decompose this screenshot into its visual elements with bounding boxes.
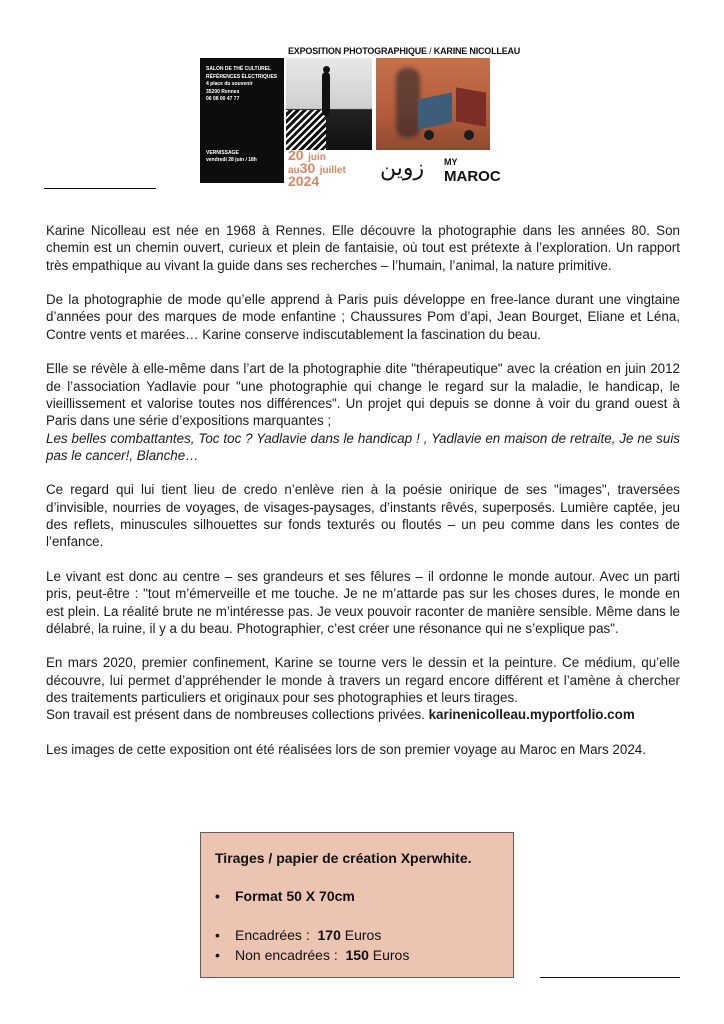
date-end-day: 30 bbox=[299, 160, 316, 176]
date-start-day: 20 bbox=[288, 147, 304, 163]
biography-text bbox=[46, 222, 680, 776]
vernissage-date: vendredi 28 juin / 18h bbox=[206, 157, 257, 163]
price-framed bbox=[215, 927, 381, 943]
paragraph bbox=[46, 654, 680, 723]
venue-line: RÉFÉRENCES ÉLECTRIQUES bbox=[206, 73, 278, 80]
photo-carts-wheel bbox=[424, 130, 434, 140]
banner-title bbox=[288, 46, 520, 56]
logo-my: MY bbox=[444, 157, 458, 167]
venue-info-box bbox=[200, 58, 284, 183]
format-text: Format 50 X 70cm bbox=[235, 888, 355, 904]
paragraph bbox=[46, 360, 680, 464]
price-currency: Euros bbox=[372, 947, 410, 963]
venue-lines bbox=[206, 66, 277, 104]
date-prefix: au bbox=[288, 165, 300, 176]
photo-dancer bbox=[286, 58, 372, 150]
photo-carts-blurred-person bbox=[396, 68, 420, 138]
banner-title-artist: KARINE NICOLLEAU bbox=[433, 46, 521, 56]
price-framed-value: 170 bbox=[317, 927, 341, 943]
paragraph-text: Elle se révèle à elle-même dans l’art de la photographie dite "thérapeutique" avec la création en juin 2012 de l’association Yadlavie pour "une photographie qui change le regard sur la maladie, le handicap, le vieillissement et valorise toutes nos différences". Un projet qui depuis se donne à voir du grand ouest à Paris dans une série d’expositions marquantes ; bbox=[46, 361, 680, 429]
bullet: • bbox=[215, 927, 220, 943]
price-unframed-label: Non encadrées : bbox=[235, 947, 338, 963]
paragraph: Le vivant est donc au centre – ses grandeurs et ses fêlures – il ordonne le monde autour. Avec un parti pris, peut-être : "tout m’émerveille et me touche. Je ne m’attarde pas sur les choses dures, le monde en est plein. La réalité brute ne m’intéresse pas. Je veux pouvoir raconter de manière sensible. Même dans le délabré, la ruine, il y a du beau. Photographier, c’est créer une résonance qui ne s’explique pas". bbox=[46, 568, 680, 636]
paragraph: Les images de cette exposition ont été réalisées lors de son premier voyage au Maroc en Mars 2024. bbox=[46, 741, 646, 757]
date-year: 2024 bbox=[288, 173, 320, 189]
exhibitions-list: Les belles combattantes, Toc toc ? Yadlavie dans le handicap ! , Yadlavie en maison de retraite, Je ne suis pas le cancer!, Blanche… bbox=[46, 430, 680, 463]
format-line bbox=[215, 888, 355, 904]
venue-line: 35200 Rennes bbox=[206, 88, 240, 95]
bullet: • bbox=[215, 947, 220, 963]
photo-dancer-stripes bbox=[286, 110, 326, 150]
photo-dancer-figure bbox=[322, 72, 330, 116]
paragraph-text: En mars 2020, premier confinement, Karine se tourne vers le dessin et la peinture. Ce médium, qu’elle découvre, lui permet d’appréhender le monde à travers un regard encore différent et l’amène à chercher des traitements particuliers et originaux pour ses photographies et leurs tirages. bbox=[46, 655, 680, 706]
price-currency: Euros bbox=[344, 927, 382, 943]
price-box bbox=[200, 832, 514, 978]
venue-line: 06 08 00 47 77 bbox=[206, 96, 240, 102]
photo-carts-wheel bbox=[464, 130, 474, 140]
arabic-logo: زوين bbox=[380, 156, 425, 181]
venue-line: 4 place du souvenir bbox=[206, 81, 253, 87]
photo-carts-blue-cart bbox=[418, 92, 452, 129]
exhibition-dates bbox=[288, 147, 346, 189]
divider-top bbox=[44, 188, 156, 189]
venue-line: SALON DE THÉ CULTUREL bbox=[206, 66, 272, 72]
date-start-month: juin bbox=[308, 152, 326, 163]
bullet: • bbox=[215, 888, 220, 904]
portfolio-link[interactable]: karinenicolleau.myportfolio.com bbox=[428, 707, 635, 723]
price-framed-label: Encadrées : bbox=[235, 927, 310, 943]
logo-maroc: MAROC bbox=[444, 168, 501, 185]
divider-bottom bbox=[540, 977, 680, 978]
prints-title: Tirages / papier de création Xperwhite. bbox=[215, 850, 472, 866]
photo-carts-red-cart bbox=[456, 87, 486, 126]
photo-carts bbox=[376, 58, 490, 150]
exhibition-banner bbox=[200, 44, 521, 194]
price-unframed bbox=[215, 947, 409, 963]
paragraph: De la photographie de mode qu’elle apprend à Paris puis développe en free-lance durant une vingtaine d’années pour des marques de mode enfantine ; Chaussures Pom d’api, Jean Bourget, Eliane et Léna, Contre vents et marées… Karine conserve indiscutablement la fascination du beau. bbox=[46, 292, 680, 342]
banner-title-separator: / bbox=[429, 46, 432, 56]
paragraph: Ce regard qui lui tient lieu de credo n’enlève rien à la poésie onirique de ses "images", traversées d’invisible, nourries de voyages, de visages-paysages, d’instants rêvés, superposés. Lumière captée, jeu des reflets, minuscules silhouettes sur fonds texturés ou floutés – un peu comme dans les contes de l’enfance. bbox=[46, 482, 680, 550]
date-end-month: juillet bbox=[319, 165, 346, 176]
vernissage-label: VERNISSAGE bbox=[206, 150, 239, 156]
paragraph: Karine Nicolleau est née en 1968 à Rennes. Elle découvre la photographie dans les années 80. Son chemin est un chemin ouvert, curieux et plein de fantaisie, où tout est prétexte à l’exploration. Un rapport très empathique au vivant la guide dans ses recherches – l’humain, l’animal, la nature primitive. bbox=[46, 223, 680, 273]
vernissage-info bbox=[206, 150, 257, 164]
banner-title-main: EXPOSITION PHOTOGRAPHIQUE bbox=[288, 46, 427, 56]
price-unframed-value: 150 bbox=[345, 947, 369, 963]
collections-text: Son travail est présent dans de nombreuses collections privées. bbox=[46, 707, 425, 723]
